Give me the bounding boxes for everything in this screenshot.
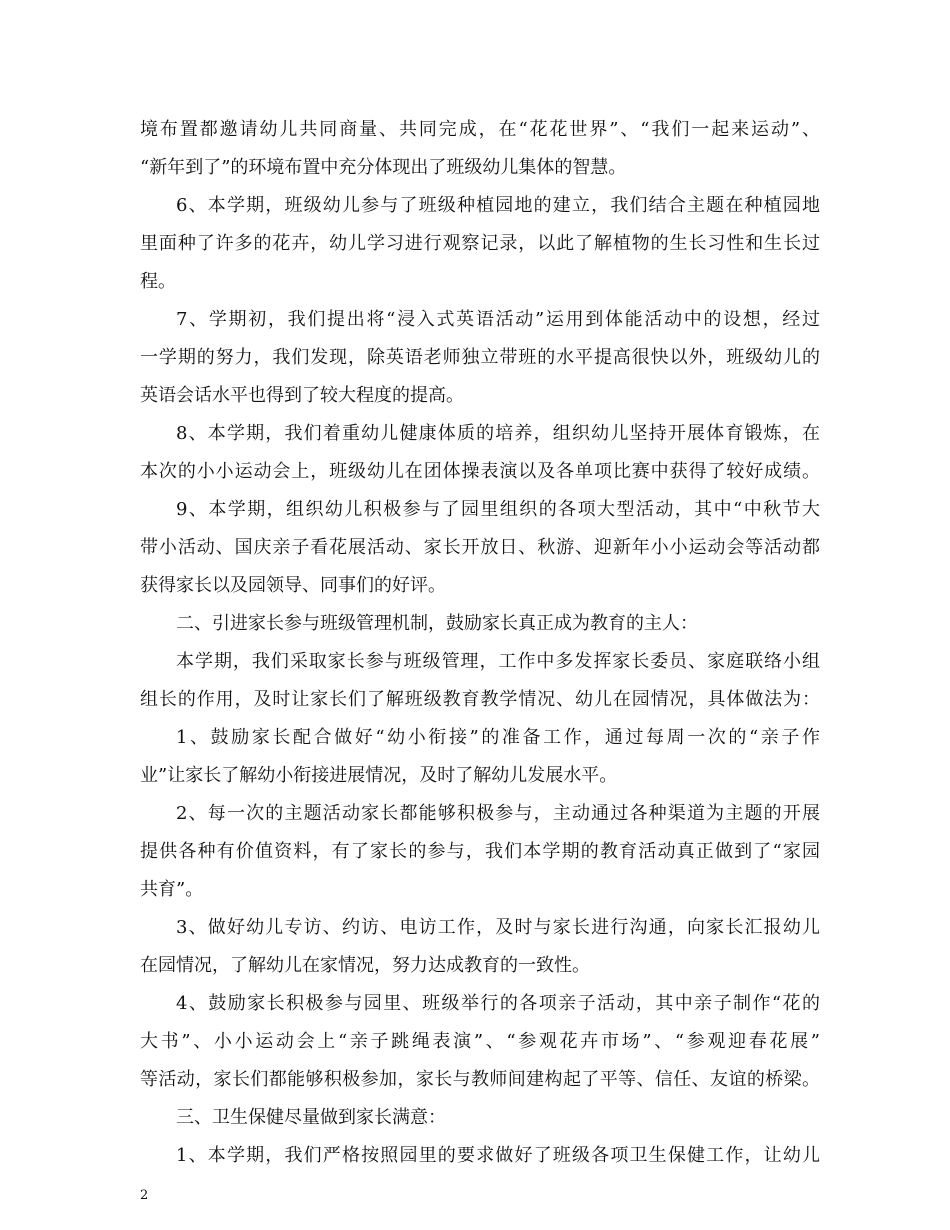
paragraph-line: 1、本学期，我们严格按照园里的要求做好了班级各项卫生保健工作，让幼儿 bbox=[176, 1145, 820, 1166]
paragraph-line: 本学期，我们采取家长参与班级管理，工作中多发挥家长委员、家庭联络小组 bbox=[176, 651, 820, 672]
text-line: 大书”、小小运动会上“亲子跳绳表演”、“参观花卉市场”、“参观迎春花展” bbox=[140, 1031, 820, 1052]
paragraph-2-line: 2、每一次的主题活动家长都能够积极参与，主动通过各种渠道为主题的开展 bbox=[176, 803, 820, 824]
text-line: 境布置都邀请幼儿共同商量、共同完成，在“花花世界”、“我们一起来运动”、 bbox=[140, 119, 820, 140]
section-heading: 二、引进家长参与班级管理机制，鼓励家长真正成为教育的主人： bbox=[176, 613, 698, 634]
paragraph-9-line: 9、本学期，组织幼儿积极参与了园里组织的各项大型活动，其中“中秋节大 bbox=[176, 499, 820, 520]
paragraph-4-line: 4、鼓励家长积极参与园里、班级举行的各项亲子活动，其中亲子制作“花的 bbox=[176, 993, 820, 1014]
text-line: 组长的作用，及时让家长们了解班级教育教学情况、幼儿在园情况，具体做法为： bbox=[140, 689, 820, 710]
text-line: 英语会话水平也得到了较大程度的提高。 bbox=[140, 385, 464, 406]
text-line: 一学期的努力，我们发现，除英语老师独立带班的水平提高很快以外，班级幼儿的 bbox=[140, 347, 820, 368]
text-line: 带小活动、国庆亲子看花展活动、家长开放日、秋游、迎新年小小运动会等活动都 bbox=[140, 537, 820, 558]
section-heading: 三、卫生保健尽量做到家长满意： bbox=[176, 1107, 446, 1128]
text-line: 获得家长以及园领导、同事们的好评。 bbox=[140, 575, 446, 596]
text-line: 程。 bbox=[140, 271, 176, 292]
text-line: 在园情况，了解幼儿在家情况，努力达成教育的一致性。 bbox=[140, 955, 590, 976]
page-number: 2 bbox=[140, 1188, 149, 1203]
text-line: 本次的小小运动会上，班级幼儿在团体操表演以及各单项比赛中获得了较好成绩。 bbox=[140, 461, 820, 482]
text-line: “新年到了”的环境布置中充分体现出了班级幼儿集体的智慧。 bbox=[140, 157, 627, 178]
text-line: 业”让家长了解幼小衔接进展情况，及时了解幼儿发展水平。 bbox=[140, 765, 618, 786]
text-line: 等活动，家长们都能够积极参加，家长与教师间建构起了平等、信任、友谊的桥梁。 bbox=[140, 1069, 820, 1090]
text-line: 提供各种有价值资料，有了家长的参与，我们本学期的教育活动真正做到了“家园 bbox=[140, 841, 820, 862]
text-line: 共育”。 bbox=[140, 879, 204, 900]
text-line: 里面种了许多的花卉，幼儿学习进行观察记录，以此了解植物的生长习性和生长过 bbox=[140, 233, 820, 254]
paragraph-6-line: 6、本学期，班级幼儿参与了班级种植园地的建立，我们结合主题在种植园地 bbox=[176, 195, 820, 216]
paragraph-1-line: 1、鼓励家长配合做好“幼小衔接”的准备工作，通过每周一次的“亲子作 bbox=[176, 727, 820, 748]
paragraph-8-line: 8、本学期，我们着重幼儿健康体质的培养，组织幼儿坚持开展体育锻炼，在 bbox=[176, 423, 820, 444]
paragraph-3-line: 3、做好幼儿专访、约访、电访工作，及时与家长进行沟通，向家长汇报幼儿 bbox=[176, 917, 820, 938]
paragraph-7-line: 7、学期初，我们提出将“浸入式英语活动”运用到体能活动中的设想，经过 bbox=[176, 309, 820, 330]
